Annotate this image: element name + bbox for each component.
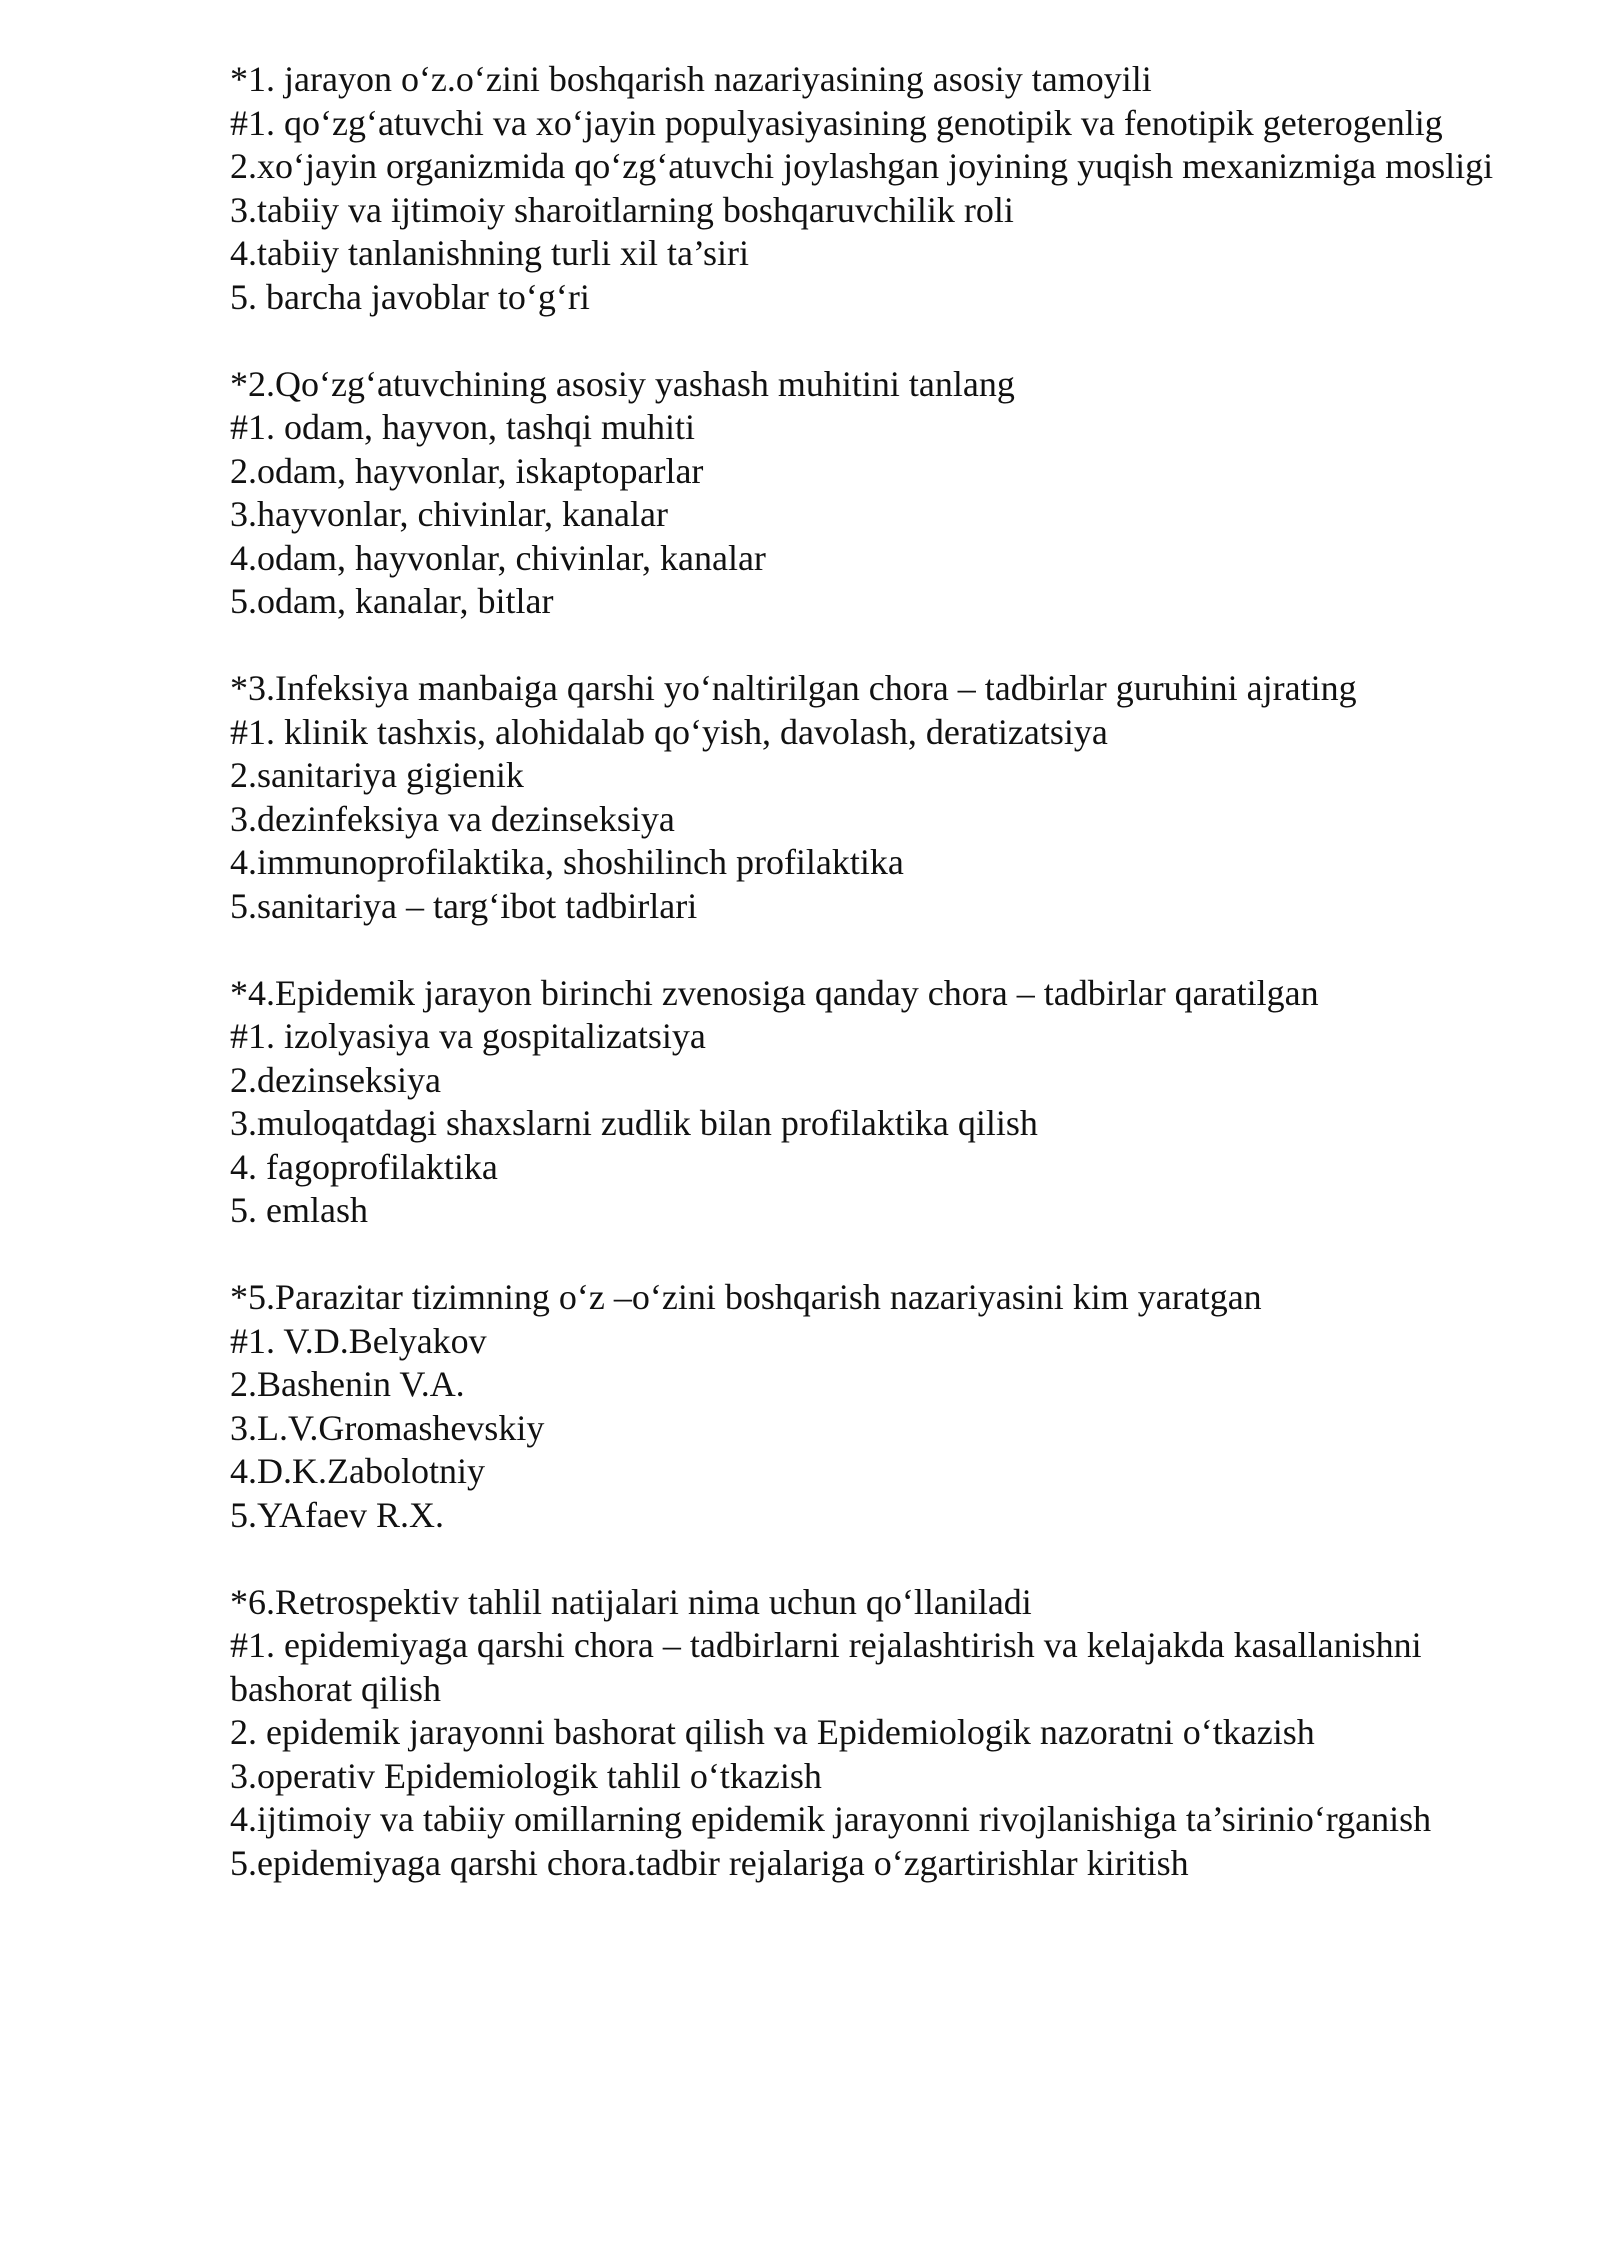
answer-option: 2.dezinseksiya — [230, 1059, 441, 1100]
answer-option: 5.YAfaev R.X. — [230, 1494, 444, 1535]
question-block-6 — [230, 1581, 1520, 1886]
answer-option: 2.odam, hayvonlar, iskaptoparlar — [230, 450, 704, 491]
question-block-1 — [230, 58, 1520, 319]
question-prompt: *3.Infeksiya manbaiga qarshi yo‘naltirilgan chora – tadbirlar guruhini ajrating — [230, 668, 1357, 708]
answer-option: 4.tabiiy tanlanishning turli xil ta’siri — [230, 233, 749, 273]
document-body — [230, 58, 1520, 1929]
answer-option: #1. epidemiyaga qarshi chora – tadbirlarni rejalashtirish va kelajakda kasallanishni bashorat qilish — [230, 1625, 1422, 1709]
answer-option: 3.tabiiy va ijtimoiy sharoitlarning boshqaruvchilik roli — [230, 189, 1014, 230]
question-prompt: *5.Parazitar tizimning o‘z –o‘zini boshqarish nazariyasini kim yaratgan — [230, 1277, 1262, 1317]
question-block-2 — [230, 363, 1520, 624]
answer-option: 3.dezinfeksiya va dezinseksiya — [230, 798, 675, 839]
answer-option: 2.xo‘jayin organizmida qo‘zg‘atuvchi joylashgan joyining yuqish mexanizmiga mosligi — [230, 146, 1494, 186]
answer-option: 4.odam, hayvonlar, chivinlar, kanalar — [230, 537, 766, 578]
answer-option: #1. izolyasiya va gospitalizatsiya — [230, 1016, 706, 1056]
answer-option: 2.sanitariya gigienik — [230, 755, 524, 795]
answer-option: 4.immunoprofilaktika, shoshilinch profilaktika — [230, 842, 904, 882]
answer-option: #1. odam, hayvon, tashqi muhiti — [230, 407, 695, 447]
question-block-5 — [230, 1276, 1520, 1537]
answer-option: 4.ijtimoiy va tabiiy omillarning epidemik jarayonni rivojlanishiga ta’sirinio‘rganish — [230, 1799, 1432, 1839]
answer-option: 5.epidemiyaga qarshi chora.tadbir rejalariga o‘zgartirishlar kiritish — [230, 1842, 1189, 1883]
answer-option: 3.L.V.Gromashevskiy — [230, 1407, 545, 1448]
answer-option: 5.sanitariya – targ‘ibot tadbirlari — [230, 885, 698, 926]
answer-option: 5.odam, kanalar, bitlar — [230, 581, 554, 621]
answer-option: 3.muloqatdagi shaxslarni zudlik bilan profilaktika qilish — [230, 1103, 1038, 1143]
answer-option: 5. emlash — [230, 1190, 368, 1230]
question-prompt: *1. jarayon o‘z.o‘zini boshqarish nazariyasining asosiy tamoyili — [230, 59, 1152, 99]
answer-option: 5. barcha javoblar to‘g‘ri — [230, 276, 590, 317]
question-prompt: *4.Epidemik jarayon birinchi zvenosiga qanday chora – tadbirlar qaratilgan — [230, 972, 1319, 1013]
question-block-3 — [230, 667, 1520, 928]
answer-option: 4. fagoprofilaktika — [230, 1146, 498, 1187]
answer-option: #1. klinik tashxis, alohidalab qo‘yish, davolash, deratizatsiya — [230, 711, 1108, 752]
answer-option: 2. epidemik jarayonni bashorat qilish va Epidemiologik nazoratni o‘tkazish — [230, 1712, 1315, 1752]
answer-option: 3.operativ Epidemiologik tahlil o‘tkazish — [230, 1755, 822, 1796]
question-block-4 — [230, 972, 1520, 1233]
answer-option: #1. V.D.Belyakov — [230, 1320, 487, 1361]
answer-option: 4.D.K.Zabolotniy — [230, 1451, 485, 1491]
answer-option: 3.hayvonlar, chivinlar, kanalar — [230, 494, 668, 534]
answer-option: #1. qo‘zg‘atuvchi va xo‘jayin populyasiyasining genotipik va fenotipik geterogenlig — [230, 102, 1443, 143]
question-prompt: *6.Retrospektiv tahlil natijalari nima uchun qo‘llaniladi — [230, 1581, 1032, 1622]
question-prompt: *2.Qo‘zg‘atuvchining asosiy yashash muhitini tanlang — [230, 363, 1015, 404]
answer-option: 2.Bashenin V.A. — [230, 1364, 465, 1404]
